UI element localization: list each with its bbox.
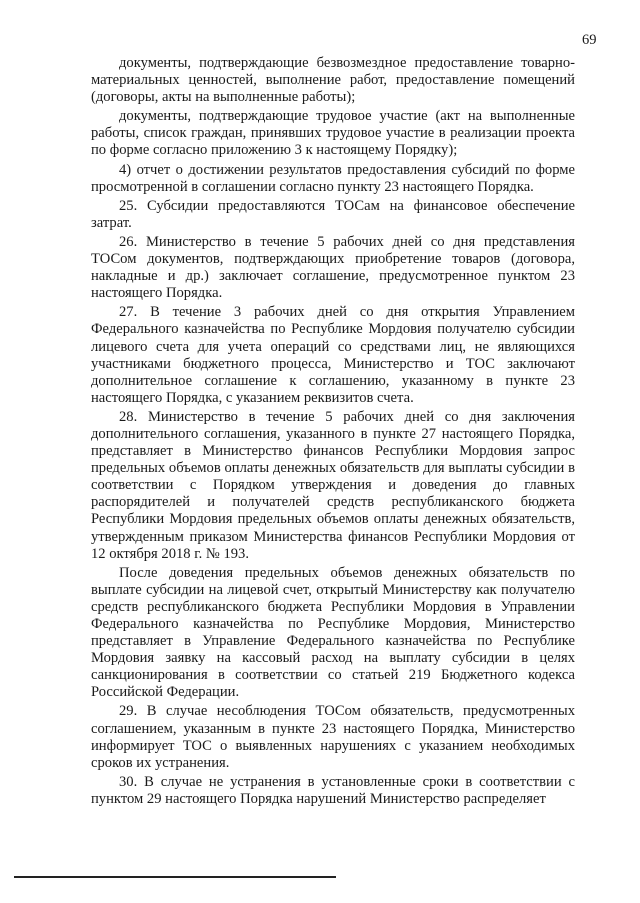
paragraph-documents-labor: документы, подтверждающие трудовое участие (акт на выполненные работы, список граждан, принявших трудовое участие в реализации проекта по форме согласно приложению 3 к настоящему Порядку); bbox=[91, 108, 575, 159]
page-number: 69 bbox=[582, 32, 597, 48]
paragraph-item-4-report: 4) отчет о достижении результатов предоставления субсидий по форме просмотренной в соглашении согласно пункту 23 настоящего Порядка. bbox=[91, 161, 575, 195]
paragraph-clause-30: 30. В случае не устранения в установленные сроки в соответствии с пунктом 29 настоящего Порядка нарушений Министерство распределяет bbox=[91, 773, 575, 807]
paragraph-clause-28: 28. Министерство в течение 5 рабочих дней со дня заключения дополнительного соглашения, указанного в пункте 27 настоящего Порядка, представляет в Министерство финансов Республики Мордовия запрос предельных объемов оплаты денежных обязательств для выплаты субсидии в соответствии с Порядком утверждения и доведения до главных распорядителей и получателей средств республиканского бюджета Республики Мордовия предельных объемов оплаты денежных обязательств, утвержденным приказом Министерства финансов Республики Мордовия от 12 октября 2018 г. № 193. bbox=[91, 408, 575, 562]
paragraph-documents-materials: документы, подтверждающие безвозмездное предоставление товарно-материальных ценностей, выполнение работ, предоставление помещений (договоры, акты на выполненные работы); bbox=[91, 55, 575, 106]
paragraph-clause-27: 27. В течение 3 рабочих дней со дня открытия Управлением Федерального казначейства по Республике Мордовия получателю субсидии лицевого счета для учета операций со средствами лиц, не являющихся участниками бюджетного процесса, Министерство и ТОС заключают дополнительное соглашение к соглашению, указанному в пункте 23 настоящего Порядка, с указанием реквизитов счета. bbox=[91, 304, 575, 406]
paragraph-clause-29: 29. В случае несоблюдения ТОСом обязательств, предусмотренных соглашением, указанным в пункте 23 настоящего Порядка, Министерство информирует ТОС о выявленных нарушениях с указанием необходимых сроков их устранения. bbox=[91, 703, 575, 771]
paragraph-clause-26: 26. Министерство в течение 5 рабочих дней со дня представления ТОСом документов, подтверждающих приобретение товаров (договора, накладные и др.) заключает соглашение, предусмотренное пунктом 23 настоящего Порядка. bbox=[91, 233, 575, 302]
document-body bbox=[91, 55, 575, 810]
paragraph-clause-25: 25. Субсидии предоставляются ТОСам на финансовое обеспечение затрат. bbox=[91, 197, 575, 231]
paragraph-clause-28-continued: После доведения предельных объемов денежных обязательств по выплате субсидии на лицевой счет, открытый Министерству как получателю средств республиканского бюджета Республики Мордовия в Управлении Федерального казначейства по Республике Мордовия, Министерство представляет в Управление Федерального казначейства по Республике Мордовия заявку на кассовый расход на выплату субсидии в целях санкционирования в соответствии со статьей 219 Бюджетного кодекса Российской Федерации. bbox=[91, 564, 575, 701]
scan-edge-line bbox=[14, 876, 336, 878]
